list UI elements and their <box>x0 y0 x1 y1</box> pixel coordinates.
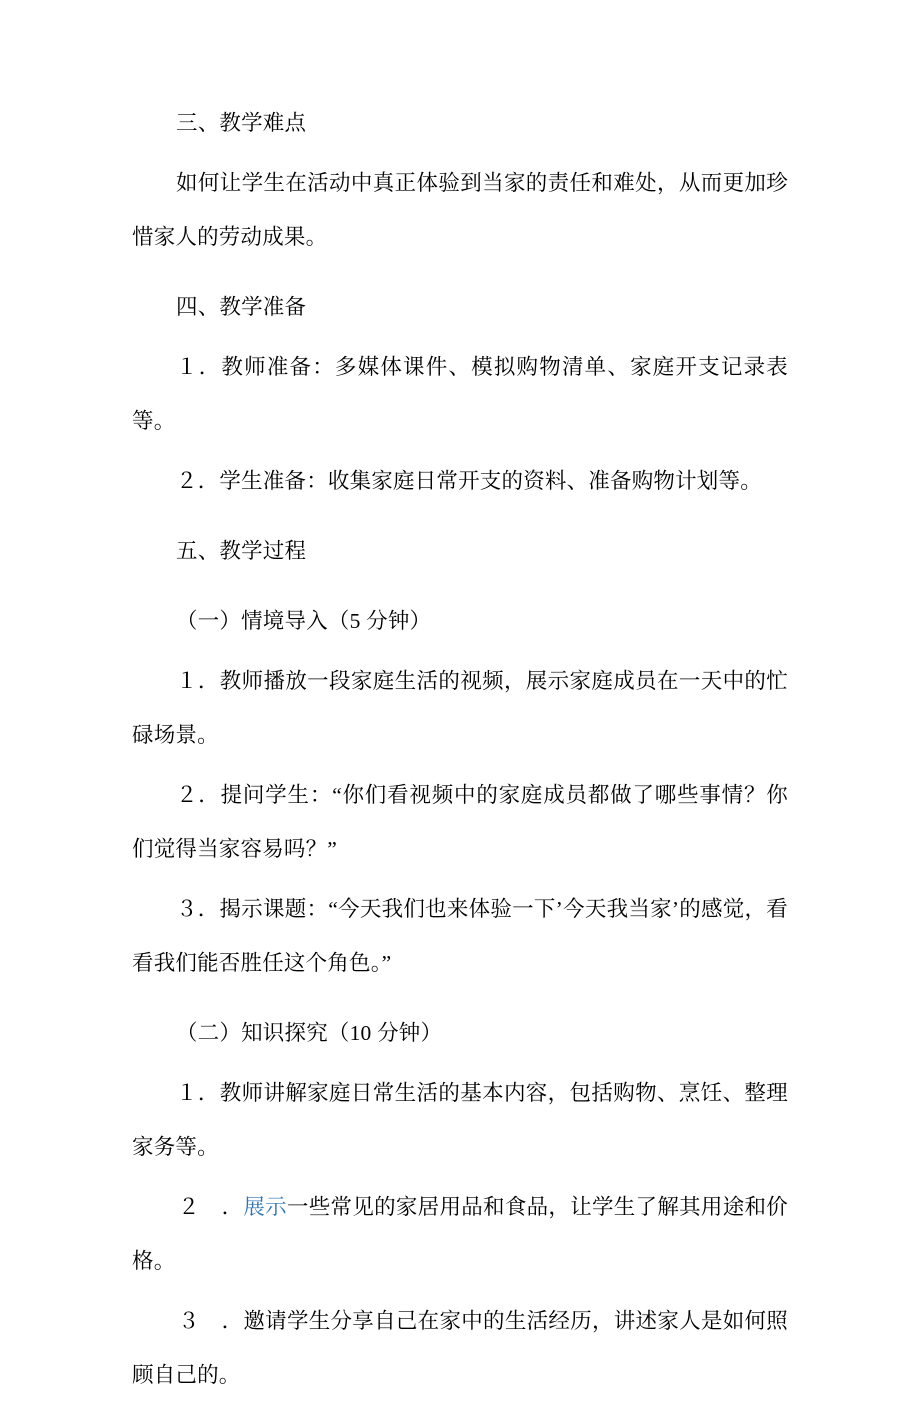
explore-step-2-prefix: ２ ． <box>178 1195 244 1219</box>
heading-situational-introduction: （一）情境导入（5 分钟） <box>176 609 432 633</box>
heading-teaching-process: 五、教学过程 <box>176 539 307 563</box>
paragraph-explore-step-1: １．教师讲解家庭日常生活的基本内容，包括购物、烹饪、整理家务等。 <box>132 1081 788 1159</box>
paragraph-intro-step-1: １．教师播放一段家庭生活的视频，展示家庭成员在一天中的忙碌场景。 <box>132 669 788 747</box>
paragraph-intro-step-3: ３．揭示课题：“今天我们也来体验一下’今天我当家’的感觉，看看我们能否胜任这个角色。” <box>132 897 788 975</box>
explore-step-2-highlight: 展示 <box>243 1195 287 1219</box>
paragraph-explore-step-2 <box>132 1180 788 1288</box>
heading-teaching-preparation: 四、教学准备 <box>176 295 307 319</box>
paragraph-teacher-preparation: １．教师准备：多媒体课件、模拟购物清单、家庭开支记录表等。 <box>132 355 788 433</box>
heading-knowledge-exploration: （二）知识探究（10 分钟） <box>176 1021 443 1045</box>
paragraph-intro-step-2: ２．提问学生：“你们看视频中的家庭成员都做了哪些事情？你们觉得当家容易吗？” <box>132 783 788 861</box>
paragraph-difficulty-content: 如何让学生在活动中真正体验到当家的责任和难处，从而更加珍惜家人的劳动成果。 <box>132 171 788 249</box>
document-body <box>132 96 788 1402</box>
paragraph-explore-step-3: ３ ．邀请学生分享自己在家中的生活经历，讲述家人是如何照顾自己的。 <box>132 1309 788 1387</box>
explore-step-2-suffix: 一些常见的家居用品和食品，让学生了解其用途和价格。 <box>132 1195 788 1273</box>
heading-teaching-difficulty: 三、教学难点 <box>176 111 307 135</box>
paragraph-student-preparation: ２．学生准备：收集家庭日常开支的资料、准备购物计划等。 <box>176 469 762 493</box>
